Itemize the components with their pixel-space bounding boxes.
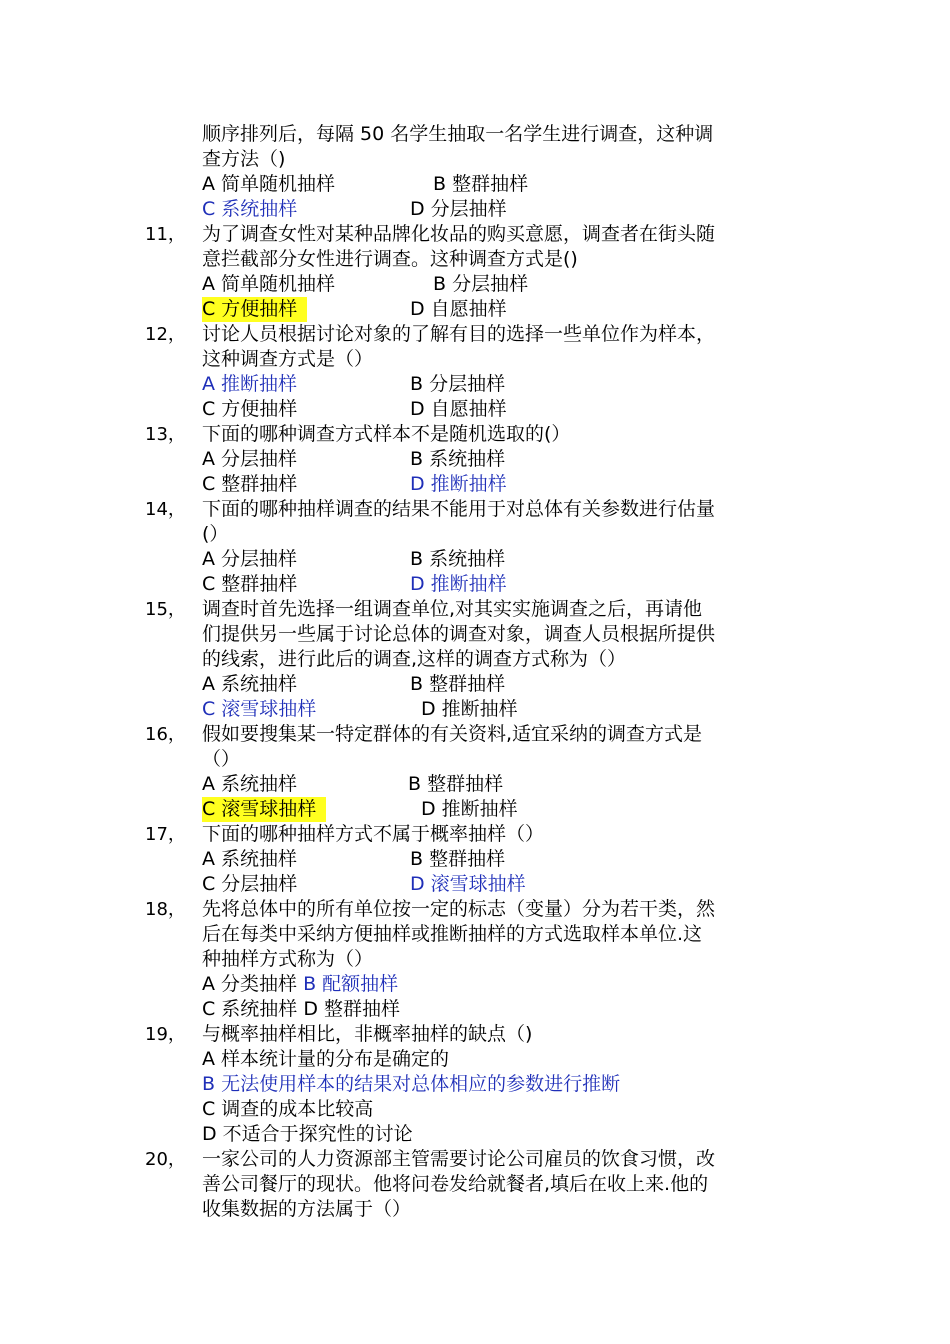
option-b: B 整群抽样: [433, 173, 529, 195]
option-c: C 方便抽样: [202, 398, 298, 420]
question-text-line: 调查时首先选择一组调查单位,对其实实施调查之后，再请他: [202, 598, 703, 620]
option-d: D 自愿抽样: [410, 398, 507, 420]
option-d: D 推断抽样: [421, 798, 518, 820]
question-number: 20，: [145, 1149, 186, 1170]
option-a: A 简单随机抽样: [202, 173, 336, 195]
option-c: C 分层抽样: [202, 873, 298, 895]
option-b: B 整群抽样: [410, 848, 506, 870]
option-a: A 系统抽样: [202, 773, 298, 795]
question-number: 15，: [145, 599, 186, 620]
option-b: B 系统抽样: [410, 548, 506, 570]
option-a: A 样本统计量的分布是确定的: [202, 1048, 450, 1070]
question-number: 16，: [145, 724, 186, 745]
option-d: D 不适合于探究性的讨论: [202, 1123, 413, 1145]
option-a: A 分层抽样: [202, 548, 298, 570]
option-c: [202, 997, 400, 1022]
question-text-line: (）: [202, 523, 229, 545]
question-text-line: 后在每类中采纳方便抽样或推断抽样的方式选取样本单位.这: [202, 923, 703, 945]
option-d: D 自愿抽样: [410, 298, 507, 320]
question-number: 11，: [145, 224, 186, 245]
option-b: B 整群抽样: [410, 673, 506, 695]
option-d-answer: D 推断抽样: [410, 573, 507, 595]
question-number: 19，: [145, 1024, 186, 1045]
question-text-line: 下面的哪种调查方式样本不是随机选取的(）: [202, 423, 571, 445]
question-text-line: 意拦截部分女性进行调查。这种调查方式是(): [202, 248, 578, 270]
option-a-text: A 分类抽样: [202, 973, 298, 995]
option-c-highlighted: C 滚雪球抽样: [202, 797, 326, 822]
question-text-line: 们提供另一些属于讨论总体的调查对象，调查人员根据所提供: [202, 623, 716, 645]
option-c-answer: C 滚雪球抽样: [202, 698, 317, 720]
option-c-text: C 系统抽样: [202, 998, 298, 1020]
question-text-line: 为了调查女性对某种品牌化妆品的购买意愿，调查者在街头随: [202, 223, 716, 245]
question-text-line: 的线索，进行此后的调查,这样的调查方式称为（）: [202, 648, 627, 670]
question-text-line: 与概率抽样相比，非概率抽样的缺点（): [202, 1023, 533, 1045]
option-c: C 整群抽样: [202, 573, 298, 595]
question-text-line: 下面的哪种抽样调查的结果不能用于对总体有关参数进行估量: [202, 498, 716, 520]
option-a: [202, 972, 398, 997]
question-text-line: 查方法（): [202, 148, 286, 170]
question-text-line: 收集数据的方法属于（）: [202, 1198, 412, 1220]
question-text-line: 下面的哪种抽样方式不属于概率抽样（）: [202, 823, 545, 845]
option-c-answer: C 系统抽样: [202, 198, 298, 220]
question-number: 12，: [145, 324, 186, 345]
question-text-line: （）: [202, 748, 241, 770]
question-number: 17，: [145, 824, 186, 845]
question-text-line: 善公司餐厅的现状。他将问卷发给就餐者,填后在收上来.他的: [202, 1173, 709, 1195]
option-b: B 分层抽样: [410, 373, 506, 395]
option-c: C 调查的成本比较高: [202, 1098, 374, 1120]
option-b: B 分层抽样: [433, 273, 529, 295]
option-d-answer: D 滚雪球抽样: [410, 873, 526, 895]
option-a: A 分层抽样: [202, 448, 298, 470]
question-text-line: 先将总体中的所有单位按一定的标志（变量）分为若干类，然: [202, 898, 716, 920]
option-b-answer: B 配额抽样: [303, 973, 399, 995]
question-text-line: 讨论人员根据讨论对象的了解有目的选择一些单位作为样本，: [202, 323, 716, 345]
option-d: D 分层抽样: [410, 198, 507, 220]
option-a: A 系统抽样: [202, 848, 298, 870]
option-b: B 整群抽样: [408, 773, 504, 795]
question-number: 18，: [145, 899, 186, 920]
question-text-line: 这种调查方式是（）: [202, 348, 374, 370]
question-text-line: 假如要搜集某一特定群体的有关资料,适宜采纳的调查方式是: [202, 723, 703, 745]
option-a: A 系统抽样: [202, 673, 298, 695]
option-a-answer: A 推断抽样: [202, 373, 298, 395]
option-b: B 系统抽样: [410, 448, 506, 470]
option-c: C 整群抽样: [202, 473, 298, 495]
option-d-text: D 整群抽样: [303, 998, 401, 1020]
question-text-line: 种抽样方式称为（）: [202, 948, 374, 970]
question-text-line: 一家公司的人力资源部主管需要讨论公司雇员的饮食习惯，改: [202, 1148, 716, 1170]
option-d: D 推断抽样: [421, 698, 518, 720]
question-number: 14，: [145, 499, 186, 520]
question-number: 13，: [145, 424, 186, 445]
question-text-line: 顺序排列后，每隔 50 名学生抽取一名学生进行调查，这种调: [202, 123, 714, 145]
option-b-answer: B 无法使用样本的结果对总体相应的参数进行推断: [202, 1073, 621, 1095]
option-a: A 简单随机抽样: [202, 273, 336, 295]
option-c-highlighted: C 方便抽样: [202, 297, 307, 322]
option-d-answer: D 推断抽样: [410, 473, 507, 495]
